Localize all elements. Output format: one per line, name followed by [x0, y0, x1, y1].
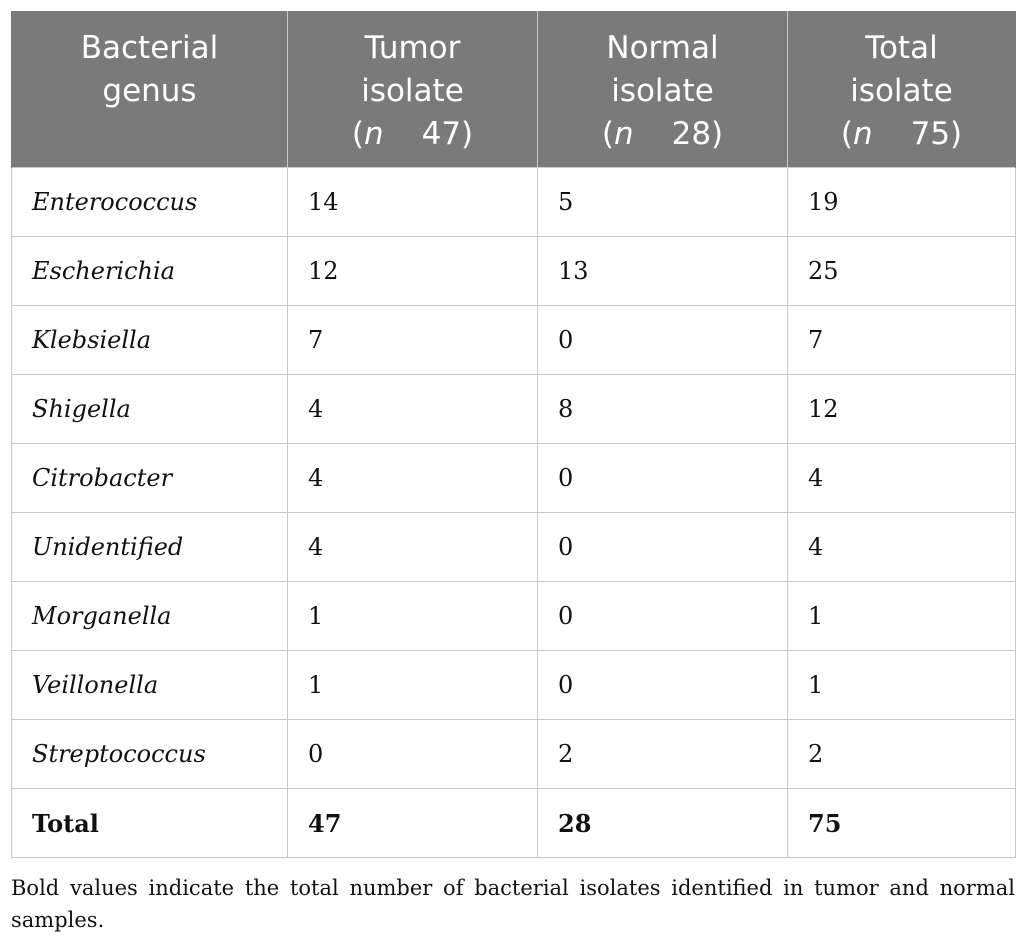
header-total-count: (n 75) — [840, 116, 963, 152]
normal-count-cell: 8 — [538, 375, 788, 444]
genus-cell: Unidentified — [12, 513, 288, 582]
total-count-cell: 4 — [788, 513, 1016, 582]
total-count-cell: 2 — [788, 720, 1016, 789]
genus-cell: Veillonella — [12, 651, 288, 720]
header-total-n-value: 75 — [910, 116, 951, 152]
table-row — [12, 444, 1016, 513]
genus-cell: Enterococcus — [12, 168, 288, 237]
genus-cell: Citrobacter — [12, 444, 288, 513]
table-row — [12, 306, 1016, 375]
tumor-count-cell: 0 — [288, 720, 538, 789]
table-row — [12, 513, 1016, 582]
header-normal — [538, 11, 788, 168]
header-row — [12, 11, 1016, 168]
table-header — [12, 11, 1016, 168]
normal-count-cell: 5 — [538, 168, 788, 237]
header-total-line2: isolate — [850, 73, 953, 109]
total-normal-cell: 28 — [538, 789, 788, 858]
total-count-cell: 1 — [788, 651, 1016, 720]
tumor-count-cell: 12 — [288, 237, 538, 306]
header-tumor-count: (n 47) — [351, 116, 474, 152]
header-tumor-n-label: n — [363, 116, 384, 152]
total-row — [12, 789, 1016, 858]
header-normal-count: (n 28) — [601, 116, 724, 152]
tumor-count-cell: 4 — [288, 375, 538, 444]
header-total-n-label: n — [852, 116, 873, 152]
total-count-cell: 12 — [788, 375, 1016, 444]
normal-count-cell: 0 — [538, 444, 788, 513]
bacterial-isolates-table — [11, 11, 1016, 858]
genus-cell: Escherichia — [12, 237, 288, 306]
normal-count-cell: 2 — [538, 720, 788, 789]
header-normal-n-label: n — [613, 116, 634, 152]
header-total — [788, 11, 1016, 168]
total-label-cell: Total — [12, 789, 288, 858]
header-total-line1: Total — [865, 30, 938, 66]
normal-count-cell: 0 — [538, 513, 788, 582]
table-row — [12, 375, 1016, 444]
total-count-cell: 4 — [788, 444, 1016, 513]
tumor-count-cell: 7 — [288, 306, 538, 375]
header-tumor-n-value: 47 — [421, 116, 462, 152]
tumor-count-cell: 4 — [288, 513, 538, 582]
header-normal-n-value: 28 — [671, 116, 712, 152]
tumor-count-cell: 14 — [288, 168, 538, 237]
total-count-cell: 25 — [788, 237, 1016, 306]
tumor-count-cell: 1 — [288, 582, 538, 651]
normal-count-cell: 13 — [538, 237, 788, 306]
genus-cell: Shigella — [12, 375, 288, 444]
header-genus-line1: Bacterial — [80, 30, 219, 66]
table-footnote: Bold values indicate the total number of bacterial isolates identified in tumor and normal samples. — [11, 876, 1015, 932]
header-tumor-line2: isolate — [361, 73, 464, 109]
header-tumor — [288, 11, 538, 168]
table-row — [12, 651, 1016, 720]
data-table-container — [11, 11, 1015, 858]
header-genus-line2: genus — [102, 73, 197, 109]
table-row — [12, 168, 1016, 237]
total-count-cell: 7 — [788, 306, 1016, 375]
header-genus — [12, 11, 288, 168]
total-count-cell: 19 — [788, 168, 1016, 237]
header-normal-line1: Normal — [606, 30, 719, 66]
normal-count-cell: 0 — [538, 651, 788, 720]
genus-cell: Klebsiella — [12, 306, 288, 375]
header-tumor-line1: Tumor — [364, 30, 461, 66]
tumor-count-cell: 4 — [288, 444, 538, 513]
table-row — [12, 582, 1016, 651]
genus-cell: Morganella — [12, 582, 288, 651]
total-count-cell: 1 — [788, 582, 1016, 651]
table-row — [12, 237, 1016, 306]
normal-count-cell: 0 — [538, 306, 788, 375]
normal-count-cell: 0 — [538, 582, 788, 651]
header-normal-line2: isolate — [611, 73, 714, 109]
total-tumor-cell: 47 — [288, 789, 538, 858]
table-row — [12, 720, 1016, 789]
table-body — [12, 168, 1016, 858]
tumor-count-cell: 1 — [288, 651, 538, 720]
total-total-cell: 75 — [788, 789, 1016, 858]
genus-cell: Streptococcus — [12, 720, 288, 789]
